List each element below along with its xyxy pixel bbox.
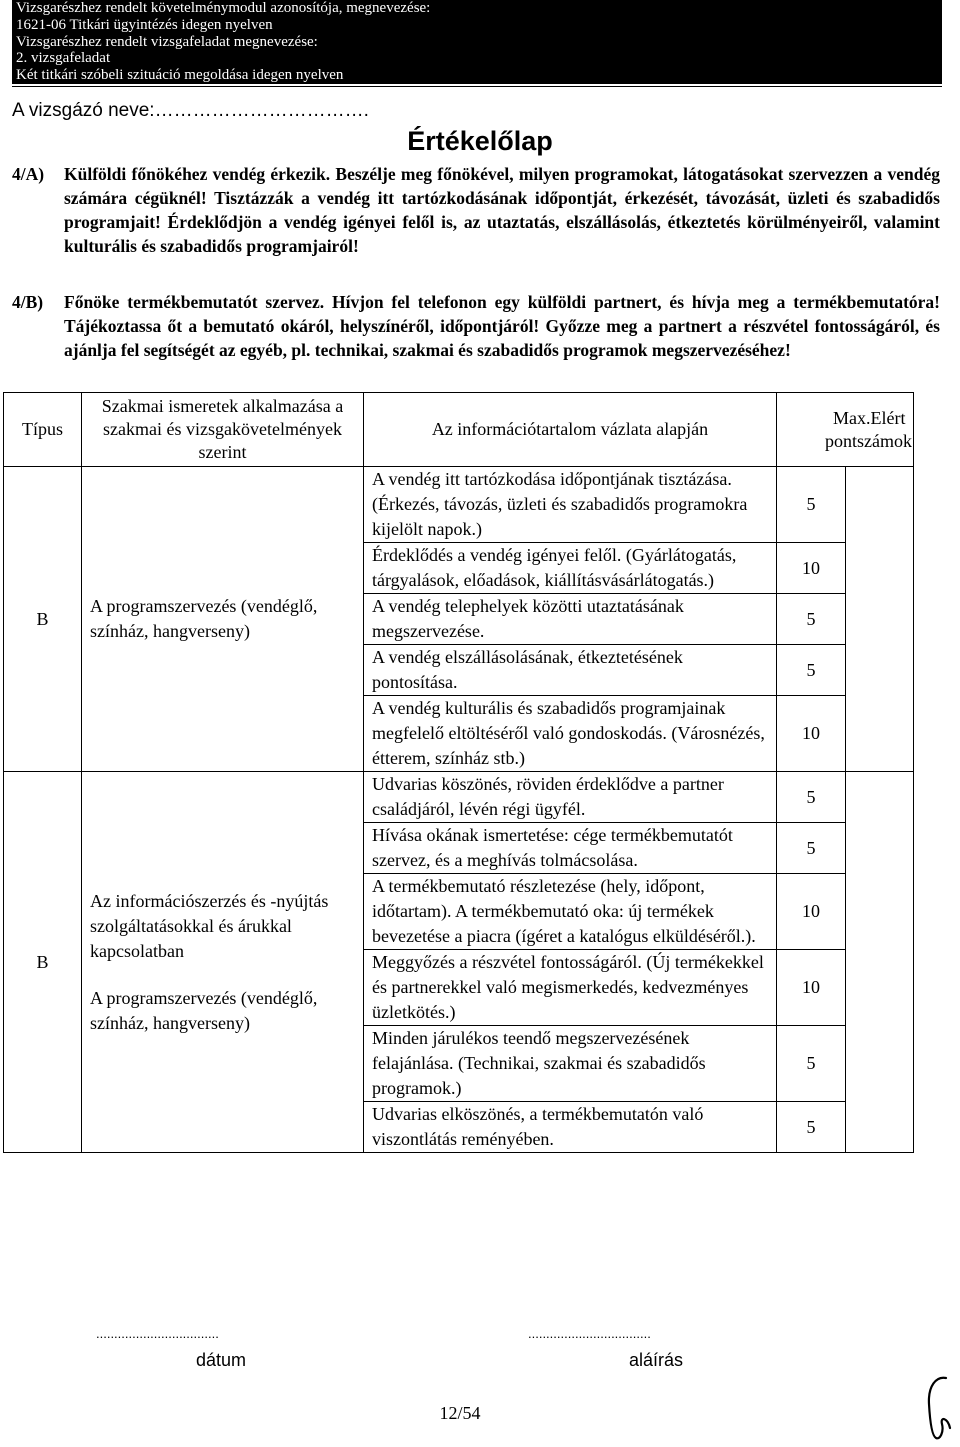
header-area: Szakmai ismeretek alkalmazása a szakmai és vizsgakövetelmények szerint (82, 393, 364, 467)
header-points (777, 393, 914, 467)
page-title: Értékelőlap (407, 126, 553, 156)
criterion-text: A termékbemutató részletezése (hely, időpont, időtartam). A termékbemutató oka: új termékek bevezetése a piacra (ígéret a katalógus elküldéséről.). (364, 874, 777, 950)
header-achieved: Elért (870, 407, 906, 428)
header-points-label: pontszámok (825, 430, 912, 451)
table-header-row (4, 393, 914, 467)
section-2-type: B (4, 772, 82, 1153)
signature-label: aláírás (629, 1350, 684, 1370)
header-type: Típus (4, 393, 82, 467)
criterion-max-points: 5 (777, 772, 846, 823)
task-number: 2. vizsgafeladat (16, 50, 111, 67)
criterion-max-points: 5 (777, 645, 846, 696)
task-4b-text: Főnöke termékbemutatót szervez. Hívjon fel telefonon egy külföldi partnert, és hívja meg a termékbemutatóra! Tájékoztassa őt a bemutató okáról, helyszínéről, időpontjáról! Győzze meg a partnert a részvétel fontosságáról, és ajánlja fel segítségét az egyéb, pl. technikai, szakmai és szabadidős programok megszervezéséhez! (64, 292, 940, 360)
table-row (4, 772, 914, 823)
criterion-max-points: 5 (777, 1026, 846, 1102)
section-1-achieved-points (846, 467, 914, 772)
date-label: dátum (196, 1350, 247, 1370)
task-4b-code: 4/B) (12, 292, 44, 312)
criterion-text: Érdeklődés a vendég igényei felől. (Gyárlátogatás, tárgyalások, előadások, kiállításvásárlátogatás.) (364, 543, 777, 594)
examinee-name-field: A vizsgázó neve:……………………………. (12, 100, 369, 121)
page-number: 12/54 (439, 1403, 481, 1423)
criterion-text: Meggyőzés a részvétel fontosságáról. (Új termékekkel és partnerekkel való megismerkedés, kedvezményes üzletkötés.) (364, 950, 777, 1026)
criterion-max-points: 5 (777, 1102, 846, 1153)
criterion-max-points: 10 (777, 950, 846, 1026)
table-row (4, 467, 914, 543)
task-4b (12, 290, 940, 362)
header-divider (12, 86, 942, 87)
criterion-max-points: 10 (777, 874, 846, 950)
document-header (12, 0, 942, 84)
criterion-max-points: 5 (777, 467, 846, 543)
task-4a (12, 162, 940, 258)
module-name: 1621-06 Titkári ügyintézés idegen nyelven (16, 16, 273, 33)
date-line: .................................. (96, 1326, 219, 1341)
criterion-text: Minden járulékos teendő megszervezésének felajánlása. (Technikai, szakmai és szabadidős programok.) (364, 1026, 777, 1102)
task-4a-text: Külföldi főnökéhez vendég érkezik. Beszélje meg főnökével, milyen programokat, látogatásokat szervezzen a vendég számára cégüknél! Tisztázzák a vendég itt tartózkodásának időpontját, érkezését, távozását, üzleti és szabadidős programjait! Érdeklődjön a vendég igényei felől is, az utaztatás, elszállásolás, étkeztetés körülményeiről, valamint kulturális és szabadidős programjairól! (64, 164, 940, 256)
signature-line: .................................. (528, 1326, 651, 1341)
criterion-text: A vendég elszállásolásának, étkeztetésének pontosítása. (364, 645, 777, 696)
initials-signature-icon (922, 1372, 956, 1444)
section-2-area-program: A programszervezés (vendéglő, színház, hangverseny) (90, 987, 318, 1033)
criterion-max-points: 10 (777, 696, 846, 772)
header-max: Max. (833, 407, 871, 428)
section-1-area: A programszervezés (vendéglő, színház, hangverseny) (82, 467, 364, 772)
module-label: Vizsgarészhez rendelt követelménymodul azonosítója, megnevezése: (16, 0, 431, 16)
criterion-text: A vendég kulturális és szabadidős programjainak megfelelő eltöltéséről való gondoskodás. (Városnézés, étterem, színház stb.) (364, 696, 777, 772)
criterion-max-points: 5 (777, 823, 846, 874)
criterion-max-points: 5 (777, 594, 846, 645)
criterion-max-points: 10 (777, 543, 846, 594)
section-1-type: B (4, 467, 82, 772)
header-content: Az információtartalom vázlata alapján (364, 393, 777, 467)
section-2-area-info: Az információszerzés és -nyújtás szolgáltatásokkal és árukkal kapcsolatban (90, 890, 329, 961)
task-name: Két titkári szóbeli szituáció megoldása idegen nyelven (16, 67, 344, 84)
task-4a-code: 4/A) (12, 164, 45, 184)
evaluation-table (3, 392, 914, 1153)
criterion-text: Hívása okának ismertetése: cége termékbemutatót szervez, és a meghívás tolmácsolása. (364, 823, 777, 874)
criterion-text: A vendég telephelyek közötti utaztatásának megszervezése. (364, 594, 777, 645)
section-2-achieved-points (846, 772, 914, 1153)
section-2-areas (82, 772, 364, 1153)
criterion-text: A vendég itt tartózkodása időpontjának tisztázása. (Érkezés, távozás, üzleti és szabadidős programokra kijelölt napok.) (364, 467, 777, 543)
criterion-text: Udvarias köszönés, röviden érdeklődve a partner családjáról, lévén régi ügyfél. (364, 772, 777, 823)
criterion-text: Udvarias elköszönés, a termékbemutatón való viszontlátás reményében. (364, 1102, 777, 1153)
task-label: Vizsgarészhez rendelt vizsgafeladat megnevezése: (16, 33, 318, 50)
